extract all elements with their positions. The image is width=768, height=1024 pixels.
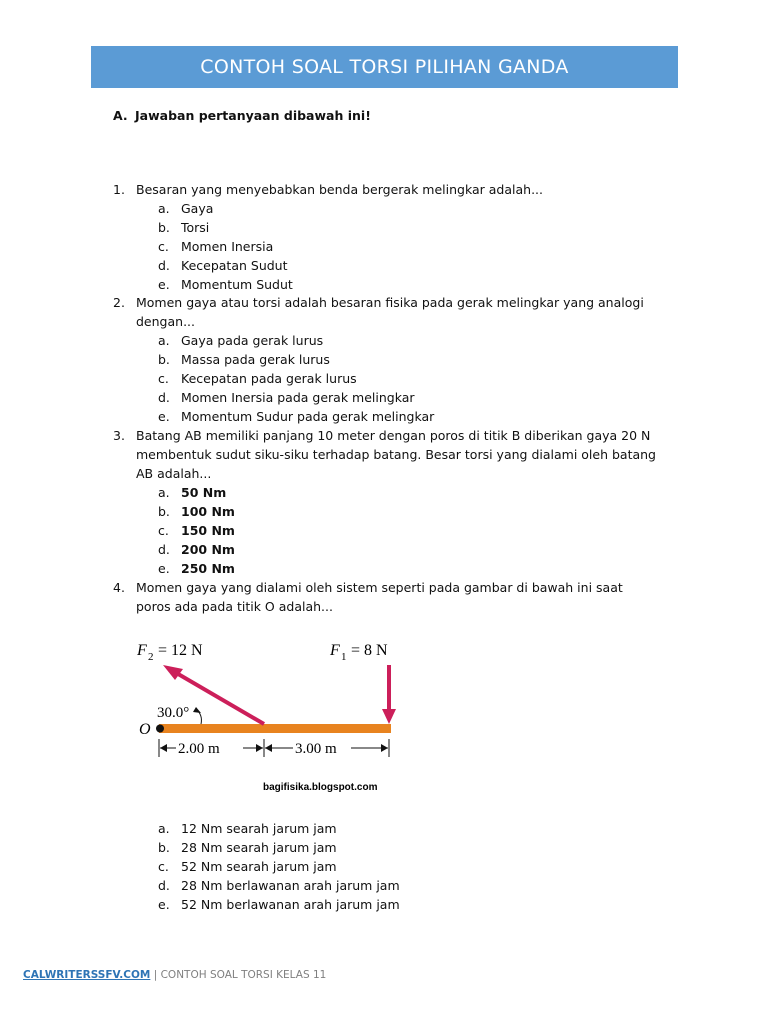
- option: c. Kecepatan pada gerak lurus: [158, 370, 357, 386]
- question-number: 1.: [113, 182, 125, 197]
- question-3: [113, 427, 656, 483]
- option: a. Gaya: [158, 201, 214, 216]
- option: d. Momen Inersia pada gerak melingkar: [158, 389, 415, 405]
- section-text: Jawaban pertanyaan dibawah ini!: [135, 108, 371, 123]
- figure-credit: bagifisika.blogspot.com: [263, 782, 378, 793]
- f1-value: = 8 N: [351, 642, 388, 659]
- option: b. 100 Nm: [158, 503, 235, 519]
- dim-arrow: [256, 744, 263, 752]
- question-number: 4.: [113, 580, 125, 595]
- f2-symbol: F: [137, 642, 147, 659]
- dim-arrow: [265, 744, 272, 752]
- f2-subscript: 2: [148, 651, 154, 663]
- angle-label: 30.0°: [157, 705, 190, 721]
- page-title: CONTOH SOAL TORSI PILIHAN GANDA: [200, 56, 569, 78]
- dim1-label: 2.00 m: [178, 741, 220, 757]
- question-number: 2.: [113, 295, 125, 310]
- rod: [159, 724, 391, 733]
- option: d. 200 Nm: [158, 541, 235, 557]
- section-label: A.: [113, 108, 128, 123]
- question-text: Momen gaya atau torsi adalah besaran fisika pada gerak melingkar yang analogi dengan...: [136, 295, 644, 329]
- f1-symbol: F: [330, 642, 340, 659]
- option: e. Momentum Sudut: [158, 276, 293, 292]
- f2-arrowhead: [163, 665, 183, 680]
- f2-value: = 12 N: [158, 642, 203, 659]
- option: b. 28 Nm searah jarum jam: [158, 839, 337, 855]
- dim-arrow: [381, 744, 388, 752]
- option: e. Momentum Sudur pada gerak melingkar: [158, 408, 435, 424]
- question-number: 3.: [113, 428, 125, 443]
- option: c. 52 Nm searah jarum jam: [158, 858, 337, 874]
- footer: [23, 969, 326, 981]
- dim-arrow: [160, 744, 167, 752]
- options-1: [158, 200, 293, 295]
- section-heading: [113, 108, 371, 123]
- footer-link[interactable]: CALWRITERSSFV.COM: [23, 969, 151, 981]
- option: d. Kecepatan Sudut: [158, 257, 288, 273]
- question-1: [113, 181, 656, 200]
- option: a. Gaya pada gerak lurus: [158, 333, 324, 348]
- option: a. 12 Nm searah jarum jam: [158, 821, 337, 836]
- dim2-label: 3.00 m: [295, 741, 337, 757]
- title-banner: [91, 46, 678, 88]
- options-3: [158, 484, 235, 579]
- options-2: [158, 332, 434, 427]
- origin-label: O: [139, 721, 151, 738]
- f1-subscript: 1: [341, 651, 347, 663]
- option: c. 150 Nm: [158, 522, 235, 538]
- question-2: [113, 294, 656, 332]
- option: c. Momen Inersia: [158, 238, 274, 254]
- angle-arc-head: [193, 707, 201, 713]
- torque-diagram: [133, 633, 413, 803]
- options-4: [158, 820, 400, 915]
- question-text: Batang AB memiliki panjang 10 meter dengan poros di titik B diberikan gaya 20 N membentuk sudut siku-siku terhadap batang. Besar torsi yang dialami oleh batang AB adalah...: [136, 428, 656, 481]
- question-text: Besaran yang menyebabkan benda bergerak melingkar adalah...: [136, 182, 543, 197]
- option: e. 52 Nm berlawanan arah jarum jam: [158, 896, 400, 912]
- question-4: [113, 579, 656, 617]
- pivot-point: [156, 725, 164, 733]
- footer-separator: |: [150, 969, 161, 981]
- option: b. Torsi: [158, 219, 210, 235]
- footer-text: CONTOH SOAL TORSI KELAS 11: [160, 969, 327, 981]
- option: e. 250 Nm: [158, 560, 235, 576]
- option: a. 50 Nm: [158, 485, 227, 500]
- option: d. 28 Nm berlawanan arah jarum jam: [158, 877, 400, 893]
- question-text: Momen gaya yang dialami oleh sistem seperti pada gambar di bawah ini saat poros ada pada titik O adalah...: [136, 580, 623, 614]
- f1-arrowhead: [382, 709, 396, 724]
- option: b. Massa pada gerak lurus: [158, 351, 330, 367]
